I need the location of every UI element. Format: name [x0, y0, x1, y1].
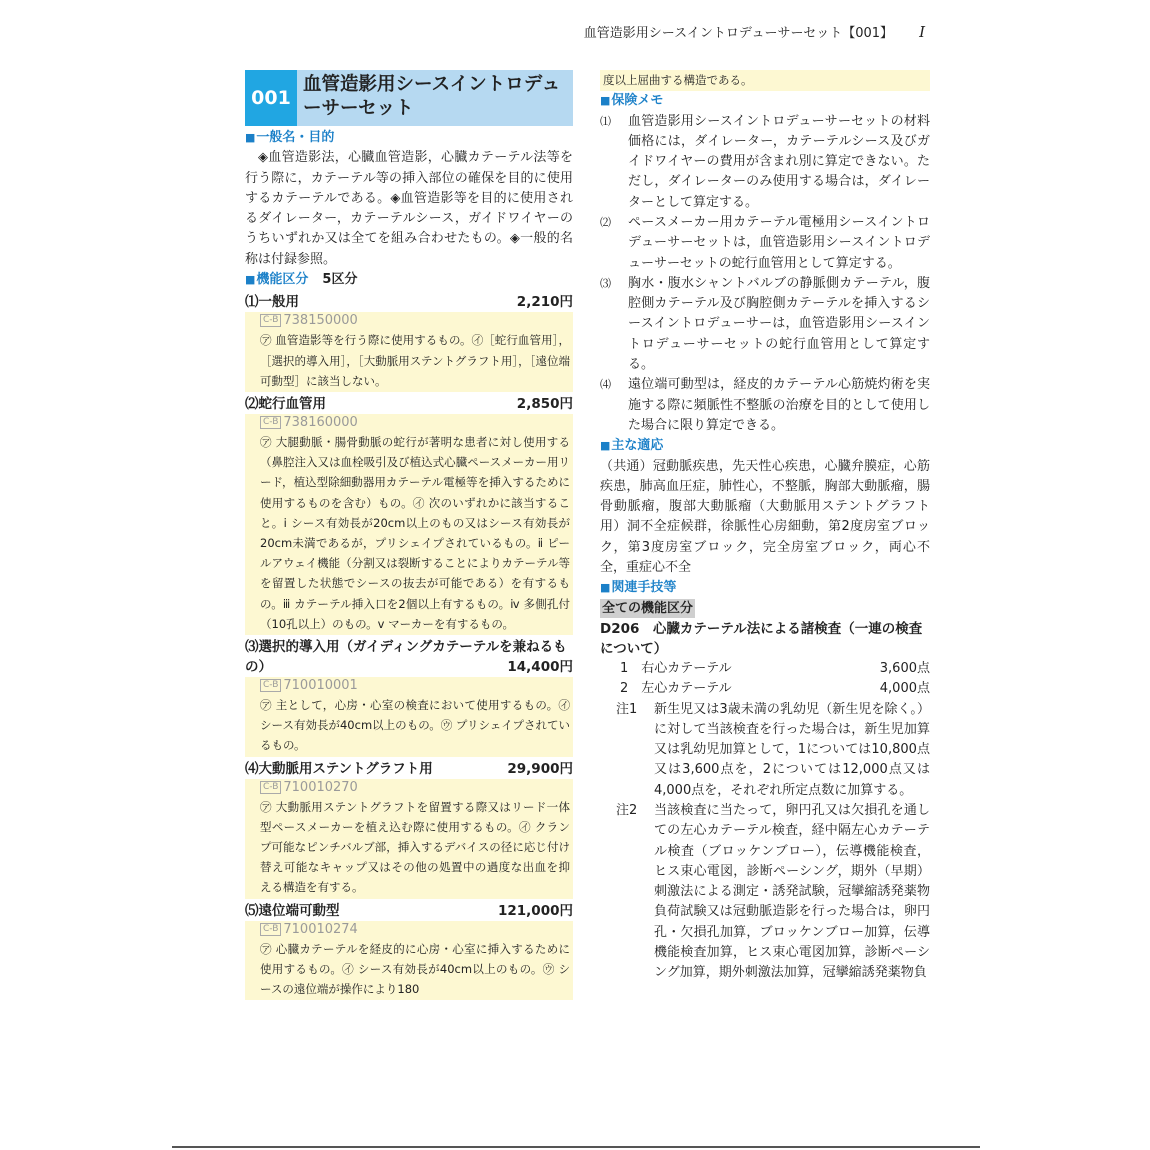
section-heading-general: ■一般名・目的	[245, 130, 335, 145]
related-label: 全ての機能区分	[602, 600, 694, 616]
title-number: 001	[245, 70, 297, 126]
item-title	[245, 70, 573, 126]
memo-item: ⑴ 血管造影用シースイントロデューサーセットの材料価格には，ダイレーター，カテーテルシース及びガイドワイヤーの費用が含まれ別に算定できない。ただし，ダイレーターのみ使用する場合は，ダイレーターとして算定する。	[600, 113, 930, 210]
section-heading-indications: ■主な適応	[600, 438, 664, 454]
memo-item: ⑷ 遠位端可動型は，経皮的カテーテル心筋焼灼術を実施する際に頻脈性不整脈の治療を目的として使用した場合に限り算定できる。	[600, 377, 930, 433]
section-heading-func: ■機能区分 5区分	[245, 272, 358, 288]
section-heading-related: ■関連手技等	[600, 580, 677, 596]
procedure-row: 2 左心カテーテル 4,000点	[620, 681, 930, 697]
item-2-code: C-B 738160000	[260, 414, 570, 432]
item-5-desc: ㋐ 心臓カテーテルを経皮的に心房・心室に挿入するために使用するもの。㋑ シース有効長が40cm以上のもの。㋒ シースの遠位端が操作により180	[260, 941, 570, 997]
item-5-desc-continued: 度以上屈曲する構造である。	[600, 70, 930, 91]
title-text: 血管造影用シースイントロデューサーセット	[297, 70, 573, 126]
procedure-note: 注2 当該検査に当たって，卵円孔又は欠損孔を通しての左心カテーテル検査，経中隔左心カテーテル検査（ブロッケンブロー），伝導機能検査，ヒス束心電図，診断ペーシング，期外（早期）刺激法による測定・誘発試験，冠攣縮誘発薬物負荷試験又は冠動脈造影を行った場合は，卵円孔・欠損孔加算，ブロッケンブロー加算，伝導機能検査加算，ヒス束心電図加算，診断ペーシング加算，期外刺激法加算，冠攣縮誘発薬物負	[616, 803, 930, 981]
item-3-code: C-B 710010001	[260, 677, 570, 695]
item-4-desc: ㋐ 大動脈用ステントグラフトを留置する際又はリード一体型ペースメーカーを植え込む際に使用するもの。㋑ クランプ可能なピンチバルブ部，挿入するデバイスの径に応じ付け替え可能なキャップ又はその他の処置中の過度な出血を抑える構造を有する。	[260, 799, 570, 895]
memo-item: ⑶ 胸水・腹水シャントバルブの静脈側カテーテル，腹腔側カテーテル及び胸腔側カテーテルを挿入するシースイントロデューサーは，血管造影用シースイントロデューサーセットの蛇行血管用として算定する。	[600, 275, 930, 373]
procedure-note: 注1 新生児又は3歳未満の乳幼児（新生児を除く。）に対して当該検査を行った場合は，新生児加算又は乳幼児加算として，1については10,800点又は3,600点を，2については12,000点又は4,000点を，それぞれ所定点数に加算する。	[616, 701, 930, 798]
item-4-head: ⑷大動脈用ステントグラフト用 29,900円	[245, 760, 573, 777]
item-3-box	[245, 677, 573, 757]
indications-text: （共通）冠動脈疾患，先天性心疾患，心臓弁膜症，心筋疾患，肺高血圧症，肺性心，不整脈，胸部大動脈瘤，腸骨動脈瘤，腹部大動脈瘤（大動脈用ステントグラフト用）洞不全症候群，徐脈性心房細動，第2度房室ブロック，第3度房室ブロック，完全房室ブロック，両心不全，重症心不全	[600, 458, 930, 576]
left-column	[245, 70, 573, 1000]
item-2-head: ⑵蛇行血管用 2,850円	[245, 395, 573, 412]
running-head	[480, 22, 925, 41]
item-1-desc: ㋐ 血管造影等を行う際に使用するもの。㋑［蛇行血管用］，［選択的導入用］，［大動脈用ステントグラフト用］，［遠位端可動型］に該当しない。	[260, 333, 570, 388]
item-4-code: C-B 710010270	[260, 779, 570, 797]
page-number: I	[919, 23, 925, 41]
item-5-head: ⑸遠位端可動型 121,000円	[245, 902, 573, 919]
section-heading-memo: ■保険メモ	[600, 93, 664, 109]
item-3-head: ⑶選択的導入用（ガイディングカテーテルを兼ねるもの） 14,400円	[245, 639, 573, 676]
item-3-desc: ㋐ 主として，心房・心室の検査において使用するもの。㋑ シース有効長が40cm以上のもの。㋒ プリシェイプされているもの。	[260, 698, 570, 753]
item-2-desc: ㋐ 大腿動脈・腸骨動脈の蛇行が著明な患者に対し使用する（鼻腔注入又は血栓吸引及び植込式心臓ペースメーカー用リード，植込型除細動器用カテーテル電極等を挿入するために使用するものを含む）もの。㋑ 次のいずれかに該当すること。ⅰ シース有効長が20cm以上のもの又はシース有効長が20cm未満であるが，プリシェイプされているもの。ⅱ ピールアウェイ機能（分割又は裂断することによりカテーテル等を留置した状態でシースの抜去が可能である）を有するもの。ⅲ カテーテル挿入口を2個以上有するもの。ⅳ 多側孔付（10孔以上）のもの。ⅴ マーカーを有するもの。	[260, 434, 570, 631]
item-1-code: C-B 738150000	[260, 312, 570, 330]
item-1-head: ⑴一般用 2,210円	[245, 294, 573, 311]
procedure-heading: D206 心臓カテーテル法による諸検査（一連の検査について）	[600, 620, 923, 657]
item-5-box	[245, 921, 573, 1001]
footer-rule	[172, 1146, 980, 1148]
item-5-code: C-B 710010274	[260, 921, 570, 939]
item-2-box	[245, 414, 573, 635]
memo-item: ⑵ ペースメーカー用カテーテル電極用シースイントロデューサーセットは，血管造影用シースイントロデューサーセットの蛇行血管用として算定する。	[600, 214, 930, 271]
item-4-box	[245, 779, 573, 899]
general-text: ◈血管造影法，心臓血管造影，心臓カテーテル法等を行う際に，カテーテル等の挿入部位の確保を目的に使用するカテーテルである。◈血管造影等を目的に使用されるダイレーター，カテーテルシース，ガイドワイヤーのうちいずれか又は全てを組み合わせたもの。◈一般的名称は付録参照。	[245, 150, 573, 267]
procedure-row: 1 右心カテーテル 3,600点	[620, 660, 930, 676]
right-column	[600, 70, 930, 984]
running-head-title: 血管造影用シースイントロデューサーセット【001】	[583, 26, 894, 41]
item-1-box	[245, 312, 573, 392]
